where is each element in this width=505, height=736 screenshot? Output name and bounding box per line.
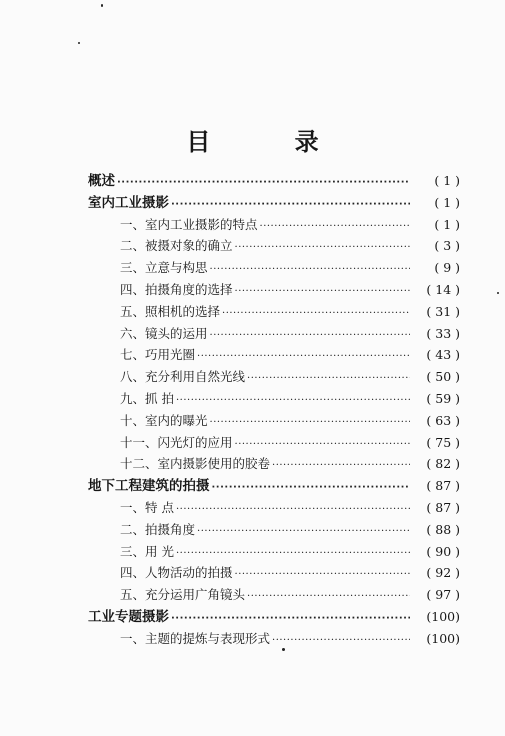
toc-entry-label: 一、室内工业摄影的特点 [120, 216, 258, 232]
toc-page-number: ( 9 ) [434, 260, 460, 276]
toc-entry-label: 十二、室内摄影使用的胶卷 [120, 456, 271, 472]
toc-section[interactable] [88, 366, 460, 388]
toc-page-number: ( 3 ) [434, 238, 460, 254]
dot-leader [197, 346, 410, 368]
toc-entry-label: 九、抓 拍 [120, 390, 174, 406]
toc-entry-label: 十、室内的曝光 [120, 412, 208, 428]
table-of-contents [88, 170, 460, 650]
toc-entry-label: 一、特 点 [120, 499, 174, 515]
toc-section[interactable] [88, 562, 460, 584]
toc-page-number: ( 92 ) [426, 565, 460, 581]
print-speck [497, 292, 499, 294]
toc-section[interactable] [88, 628, 460, 650]
toc-page-number: ( 33 ) [426, 325, 460, 341]
toc-entry-label: 二、拍摄角度 [120, 521, 196, 537]
dot-leader [235, 564, 410, 586]
toc-chapter[interactable] [88, 475, 460, 497]
toc-section[interactable] [88, 257, 460, 279]
toc-section[interactable] [88, 279, 460, 301]
dot-leader [272, 455, 410, 477]
dot-leader [235, 281, 410, 303]
toc-chapter[interactable] [88, 170, 460, 192]
dot-leader [210, 325, 410, 347]
toc-page-number: (100) [426, 630, 460, 646]
toc-page-number: ( 75 ) [426, 434, 460, 450]
toc-page-number: ( 1 ) [434, 173, 460, 188]
toc-entry-label: 三、用 光 [120, 543, 174, 559]
toc-section[interactable] [88, 519, 460, 541]
dot-leader [171, 194, 410, 216]
toc-entry-label: 二、被摄对象的确立 [120, 238, 233, 254]
toc-entry-label: 室内工业摄影 [88, 194, 169, 211]
toc-section[interactable] [88, 584, 460, 606]
dot-leader [176, 543, 410, 565]
toc-section[interactable] [88, 453, 460, 475]
dot-leader [235, 237, 410, 259]
dot-leader [212, 477, 411, 499]
toc-chapter[interactable] [88, 606, 460, 628]
toc-entry-label: 八、充分利用自然光线 [120, 369, 246, 385]
toc-page-number: ( 97 ) [426, 587, 460, 603]
toc-section[interactable] [88, 497, 460, 519]
toc-page-number: ( 1 ) [434, 194, 460, 210]
toc-section[interactable] [88, 214, 460, 236]
toc-page-number: ( 90 ) [426, 543, 460, 559]
print-speck [101, 4, 103, 7]
toc-entry-label: 五、充分运用广角镜头 [120, 587, 246, 603]
toc-section[interactable] [88, 344, 460, 366]
toc-entry-label: 一、主题的提炼与表现形式 [120, 630, 271, 646]
toc-entry-label: 四、人物活动的拍摄 [120, 565, 233, 581]
dot-leader [247, 586, 410, 608]
toc-page-number: (100) [426, 608, 460, 624]
dot-leader [176, 390, 410, 412]
page-title: 目 录 [186, 127, 357, 156]
dot-leader [272, 630, 410, 652]
dot-leader [235, 434, 410, 456]
print-speck [78, 42, 80, 44]
dot-leader [210, 259, 410, 281]
toc-page-number: ( 43 ) [426, 347, 460, 363]
toc-page-number: ( 88 ) [426, 521, 460, 537]
toc-section[interactable] [88, 323, 460, 345]
toc-entry-label: 七、巧用光圈 [120, 347, 196, 363]
toc-page-number: ( 59 ) [426, 390, 460, 406]
toc-chapter[interactable] [88, 192, 460, 214]
toc-entry-label: 十一、闪光灯的应用 [120, 434, 233, 450]
dot-leader [176, 499, 410, 521]
toc-entry-label: 地下工程建筑的拍摄 [88, 478, 210, 495]
toc-page-number: ( 87 ) [426, 478, 460, 494]
dot-leader [210, 412, 410, 434]
toc-page-number: ( 50 ) [426, 369, 460, 385]
toc-entry-label: 五、照相机的选择 [120, 303, 221, 319]
toc-page-number: ( 82 ) [426, 456, 460, 472]
toc-entry-label: 四、拍摄角度的选择 [120, 281, 233, 297]
toc-section[interactable] [88, 432, 460, 454]
toc-page-number: ( 31 ) [426, 303, 460, 319]
toc-section[interactable] [88, 301, 460, 323]
toc-page-number: ( 1 ) [434, 216, 460, 232]
dot-leader [117, 172, 410, 194]
toc-section[interactable] [88, 235, 460, 257]
toc-section[interactable] [88, 541, 460, 563]
dot-leader [171, 608, 410, 630]
toc-section[interactable] [88, 410, 460, 432]
toc-page-number: ( 63 ) [426, 412, 460, 428]
toc-entry-label: 概述 [88, 173, 115, 189]
toc-entry-label: 三、立意与构思 [120, 260, 208, 276]
toc-page-number: ( 87 ) [426, 499, 460, 515]
toc-entry-label: 六、镜头的运用 [120, 325, 208, 341]
dot-leader [247, 368, 410, 390]
dot-leader [260, 216, 410, 238]
toc-page-number: ( 14 ) [426, 281, 460, 297]
toc-section[interactable] [88, 388, 460, 410]
dot-leader [197, 521, 410, 543]
dot-leader [222, 303, 410, 325]
toc-entry-label: 工业专题摄影 [88, 608, 169, 625]
